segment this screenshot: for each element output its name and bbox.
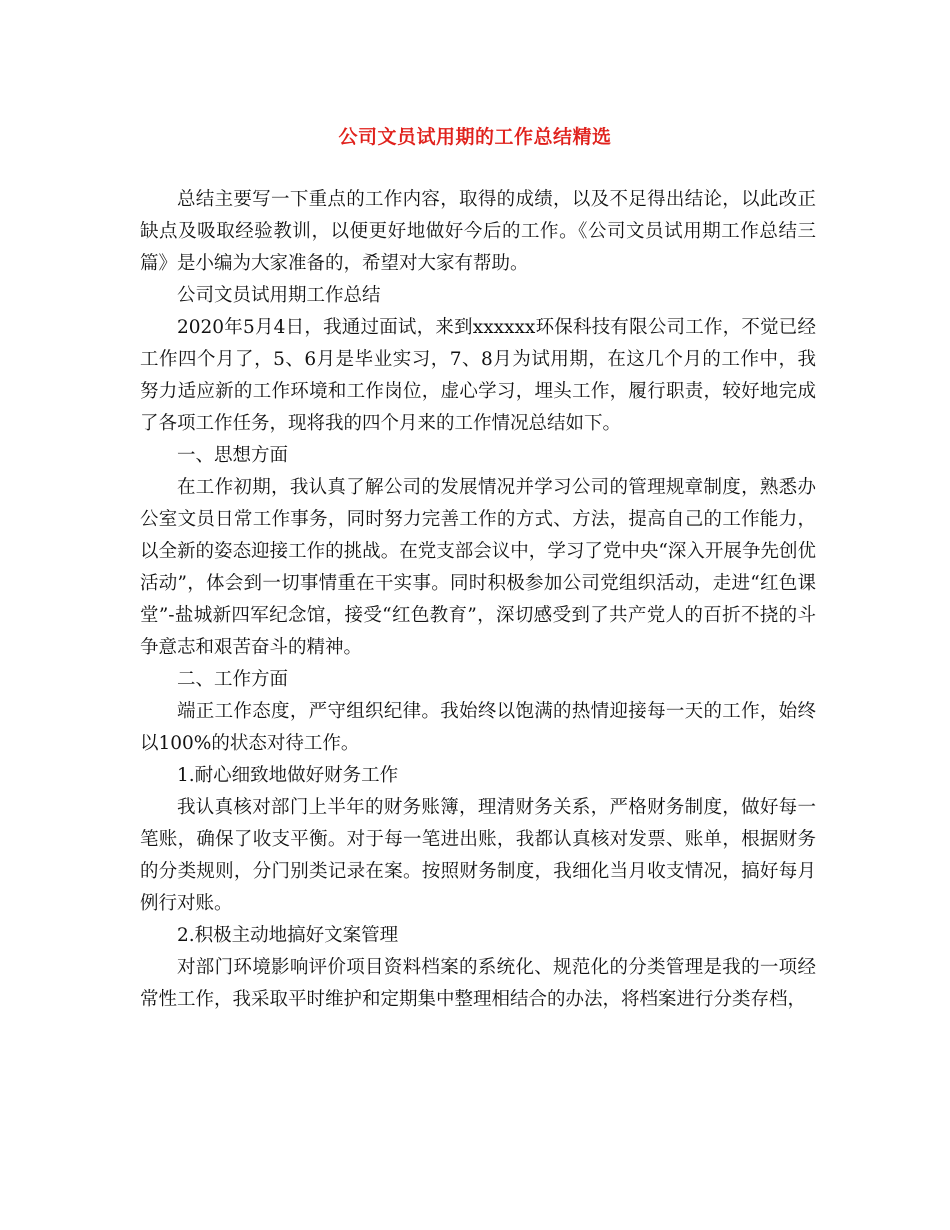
section-heading-thought: 一、思想方面	[177, 445, 289, 466]
document-body	[140, 184, 816, 1016]
subheading-finance: 1.耐心细致地做好财务工作	[177, 765, 399, 786]
section-heading-work: 二、工作方面	[177, 669, 289, 690]
paragraph-archives: 对部门环境影响评价项目资料档案的系统化、规范化的分类管理是我的一项经常性工作，我采取平时维护和定期集中整理相结合的办法，将档案进行分类存档，	[140, 957, 816, 1010]
paragraph-intro: 总结主要写一下重点的工作内容，取得的成绩，以及不足得出结论，以此改正缺点及吸取经验教训，以便更好地做好今后的工作。《公司文员试用期工作总结三篇》是小编为大家准备的，希望对大家有帮助。	[140, 189, 816, 274]
subheading-archives: 2.积极主动地搞好文案管理	[177, 925, 399, 946]
section-heading-summary: 公司文员试用期工作总结	[177, 285, 381, 306]
paragraph-work-attitude: 端正工作态度，严守组织纪律。我始终以饱满的热情迎接每一天的工作，始终以100%的状态对待工作。	[140, 701, 816, 754]
paragraph-thought: 在工作初期，我认真了解公司的发展情况并学习公司的管理规章制度，熟悉办公室文员日常工作事务，同时努力完善工作的方式、方法，提高自己的工作能力，以全新的姿态迎接工作的挑战。在党支部会议中，学习了党中央“深入开展争先创优活动”，体会到一切事情重在干实事。同时积极参加公司党组织活动，走进“红色课堂”-盐城新四军纪念馆，接受“红色教育”，深切感受到了共产党人的百折不挠的斗争意志和艰苦奋斗的精神。	[140, 477, 816, 658]
paragraph-overview: 2020年5月4日，我通过面试，来到xxxxxx环保科技有限公司工作，不觉已经工作四个月了，5、6月是毕业实习，7、8月为试用期，在这几个月的工作中，我努力适应新的工作环境和工作岗位，虚心学习，埋头工作，履行职责，较好地完成了各项工作任务，现将我的四个月来的工作情况总结如下。	[140, 317, 816, 434]
paragraph-finance: 我认真核对部门上半年的财务账簿，理清财务关系，严格财务制度，做好每一笔账，确保了收支平衡。对于每一笔进出账，我都认真核对发票、账单，根据财务的分类规则，分门别类记录在案。按照财务制度，我细化当月收支情况，搞好每月例行对账。	[140, 797, 816, 914]
document-title: 公司文员试用期的工作总结精选	[338, 126, 612, 148]
